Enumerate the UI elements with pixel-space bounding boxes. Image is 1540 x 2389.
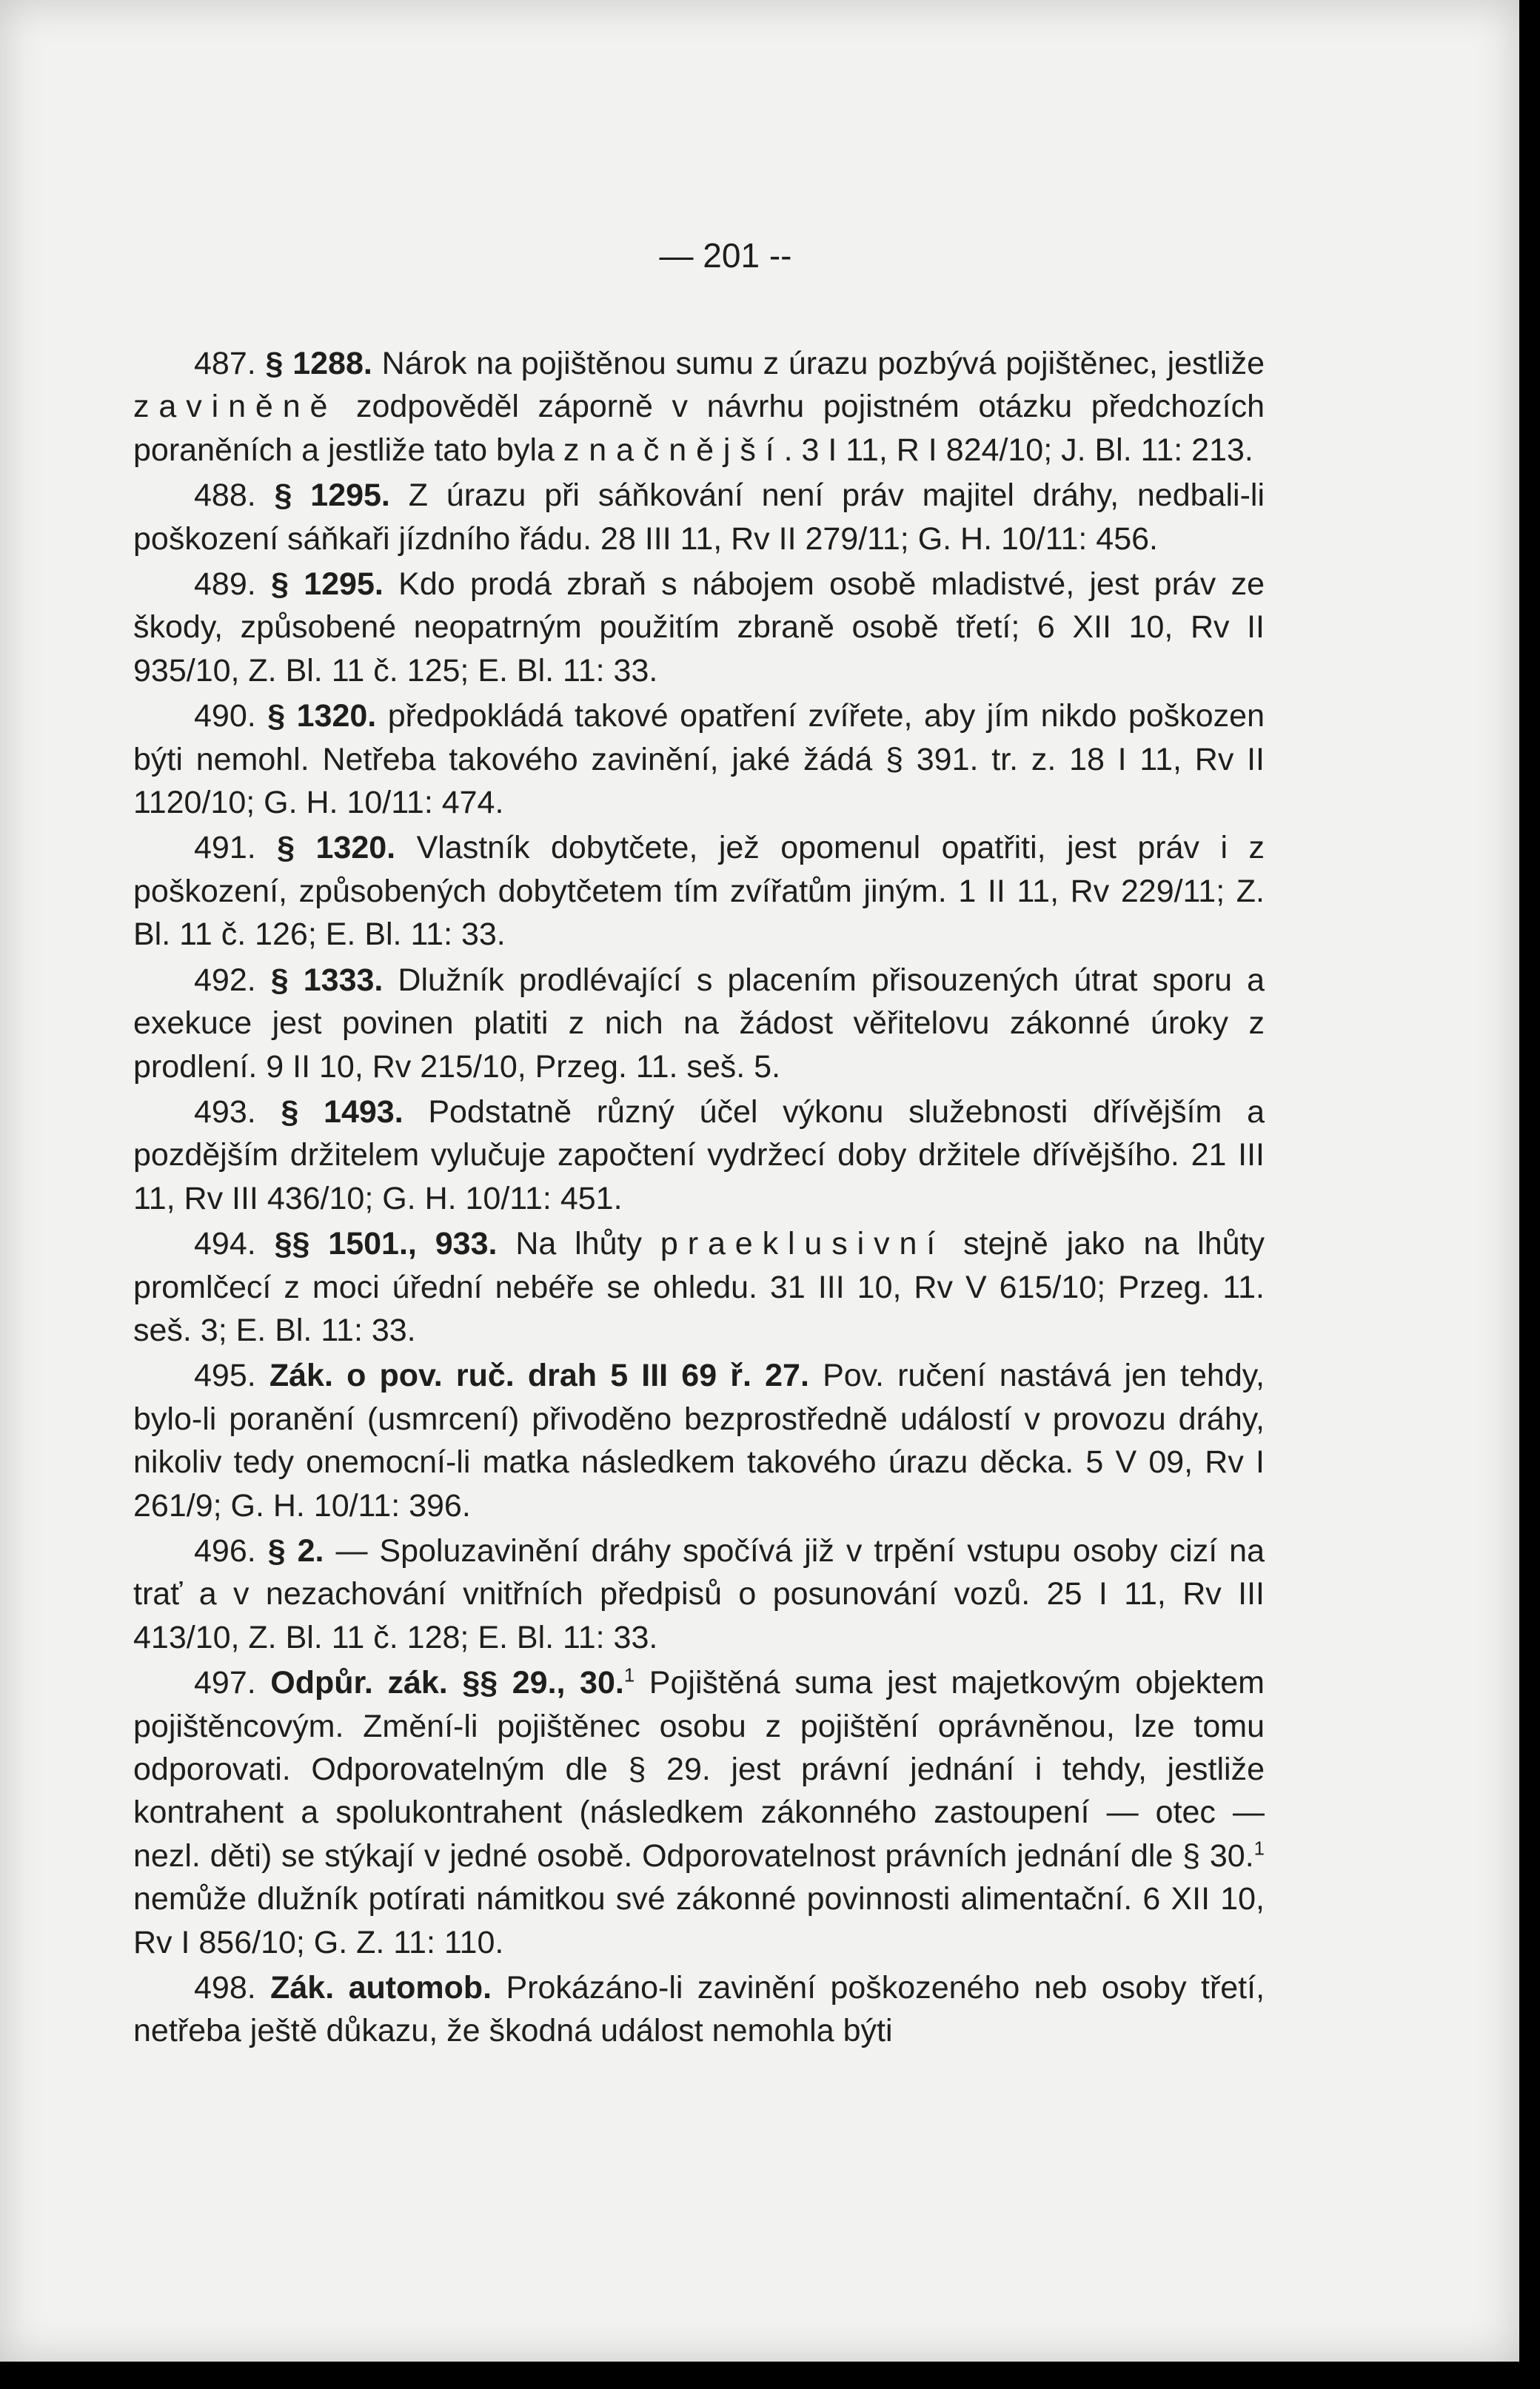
entry-number: 498. <box>194 1970 256 2006</box>
page-number: — 201 -- <box>659 236 792 275</box>
entry-number: 493. <box>194 1093 256 1130</box>
entry-reference: § 1295. <box>271 566 384 603</box>
entry-489 <box>133 563 1265 692</box>
entry-495 <box>133 1354 1265 1527</box>
entry-497: 497. Odpůr. zák. §§ 29., 30.$^1$ Pojištěná suma jest majetkovým objektem pojištěncovým. Změní-li pojištěnec osobu z pojištění oprávněnou, lze tomu odporovati. Odporovatelným dle § 29. jest právní jednání i tehdy, jestliže kontrahent a spolukontrahent (následkem zákonného zastoupení — otec — nezl. děti) se stýkají v jedné osobě. Odporovatelnost právních jednání dle § 30.$^1$ nemůže dlužník potírati námitkou své zákonné povinnosti alimentační. 6 XII 10, Rv I 856/10; G. Z. 11: 110. <box>133 1665 1265 1960</box>
entry-490 <box>133 694 1265 824</box>
entry-reference: § 1295. <box>274 478 390 514</box>
page-text <box>133 342 1265 2055</box>
spaced-emphasis: zaviněně <box>133 389 338 425</box>
entry-491 <box>133 826 1265 956</box>
entry-reference: § 1333. <box>270 962 384 998</box>
entry-reference: § 2. <box>267 1532 324 1569</box>
entry-492 <box>133 959 1265 1088</box>
entry-text: Z úrazu při sáňkování není práv majitel dráhy, nedbali-li poškození sáňkaři jízdního řádu. 28 III 11, Rv II 279/11; G. H. 10/11: 456. <box>133 478 1265 557</box>
entry-494: 494. §§ 1501., 933. Na lhůty praeklusivní stejně jako na lhůty promlčecí z moci úřední nebéře se ohledu. 31 III 10, Rv V 615/10; Przeg. 11. seš. 3; E. Bl. 11: 33. <box>133 1226 1265 1348</box>
entry-496 <box>133 1529 1265 1659</box>
entry-reference: §§ 1501., 933. <box>274 1226 498 1262</box>
entry-number: 495. <box>194 1358 256 1394</box>
entry-488 <box>133 474 1265 560</box>
entry-reference: § 1288. <box>265 346 372 381</box>
entry-number: 491. <box>194 830 256 866</box>
entry-number: 489. <box>194 566 256 603</box>
entry-number: 497. <box>194 1665 256 1701</box>
entry-number: 492. <box>194 962 256 998</box>
footnote-mark: 1 <box>623 1665 635 1686</box>
entry-number: 494. <box>194 1226 256 1262</box>
entry-number: 496. <box>194 1532 256 1569</box>
entry-reference: § 1493. <box>281 1093 404 1130</box>
entry-text: Kdo prodá zbraň s nábojem osobě mladistvé, jest práv ze škody, způsobené neopatrným použitím zbraně osobě třetí; 6 XII 10, Rv II 935/10, Z. Bl. 11 č. 125; E. Bl. 11: 33. <box>133 566 1265 688</box>
footnote-mark: 1 <box>1253 1838 1265 1860</box>
entry-number: 488. <box>194 478 256 514</box>
entry-493 <box>133 1090 1265 1220</box>
entry-reference: § 1320. <box>277 830 396 866</box>
spaced-emphasis: značnější <box>563 432 784 468</box>
entry-text: Vlastník dobytčete, jež opomenul opatřiti, jest práv i z poškození, způsobených dobytčetem tím zvířatům jiným. 1 II 11, Rv 229/11; Z. Bl. 11 č. 126; E. Bl. 11: 33. <box>133 830 1265 953</box>
entry-reference: Zák. automob. <box>270 1970 492 2006</box>
entry-text: Podstatně různý účel výkonu služebnosti dřívějším a pozdějším držitelem vylučuje započtení vydržecí doby držitele dřívějšího. 21 III 11, Rv III 436/10; G. H. 10/11: 451. <box>133 1093 1265 1216</box>
entry-text: Prokázáno-li zavinění poškozeného neb osoby třetí, netřeba ještě důkazu, že škodná událost nemohla býti <box>133 1970 1265 2049</box>
entry-text: předpokládá takové opatření zvířete, aby jím nikdo poškozen býti nemohl. Netřeba takového zavinění, jaké žádá § 391. tr. z. 18 I 11, Rv II 1120/10; G. H. 10/11: 474. <box>133 698 1265 821</box>
entry-reference: § 1320. <box>267 698 377 734</box>
entry-text: Pov. ručení nastává jen tehdy, bylo-li poranění (usmrcení) přivoděno bezprostředně událostí v provozu dráhy, nikoliv tedy onemocní-li matka následkem takového úrazu děcka. 5 V 09, Rv I 261/9; G. H. 10/11: 396. <box>133 1358 1265 1524</box>
entry-reference: Odpůr. zák. §§ 29., 30. <box>270 1665 624 1701</box>
entry-text: Dlužník prodlévající s placením přisouzených útrat sporu a exekuce jest povinen platiti z nich na žádost věřitelovu zákonné úroky z prodlení. 9 II 10, Rv 215/10, Przeg. 11. seš. 5. <box>133 962 1265 1085</box>
entry-reference: Zák. o pov. ruč. drah 5 III 69 ř. 27. <box>269 1358 809 1394</box>
entry-487: 487. § 1288. Nárok na pojištěnou sumu z úrazu pozbývá pojištěnec, jestliže zaviněně zodpověděl záporně v návrhu pojistném otázku předchozích poraněních a jestliže tato byla značnější. 3 I 11, R I 824/10; J. Bl. 11: 213. <box>133 346 1265 468</box>
entry-498 <box>133 1966 1265 2053</box>
entry-number: 487. <box>194 346 256 381</box>
entry-number: 490. <box>194 698 256 734</box>
spaced-emphasis: praeklusivní <box>660 1226 945 1262</box>
entry-text: — Spoluzavinění dráhy spočívá již v trpění vstupu osoby cizí na trať a v nezachování vnitřních předpisů o posunování vozů. 25 I 11, Rv III 413/10, Z. Bl. 11 č. 128; E. Bl. 11: 33. <box>133 1532 1265 1655</box>
